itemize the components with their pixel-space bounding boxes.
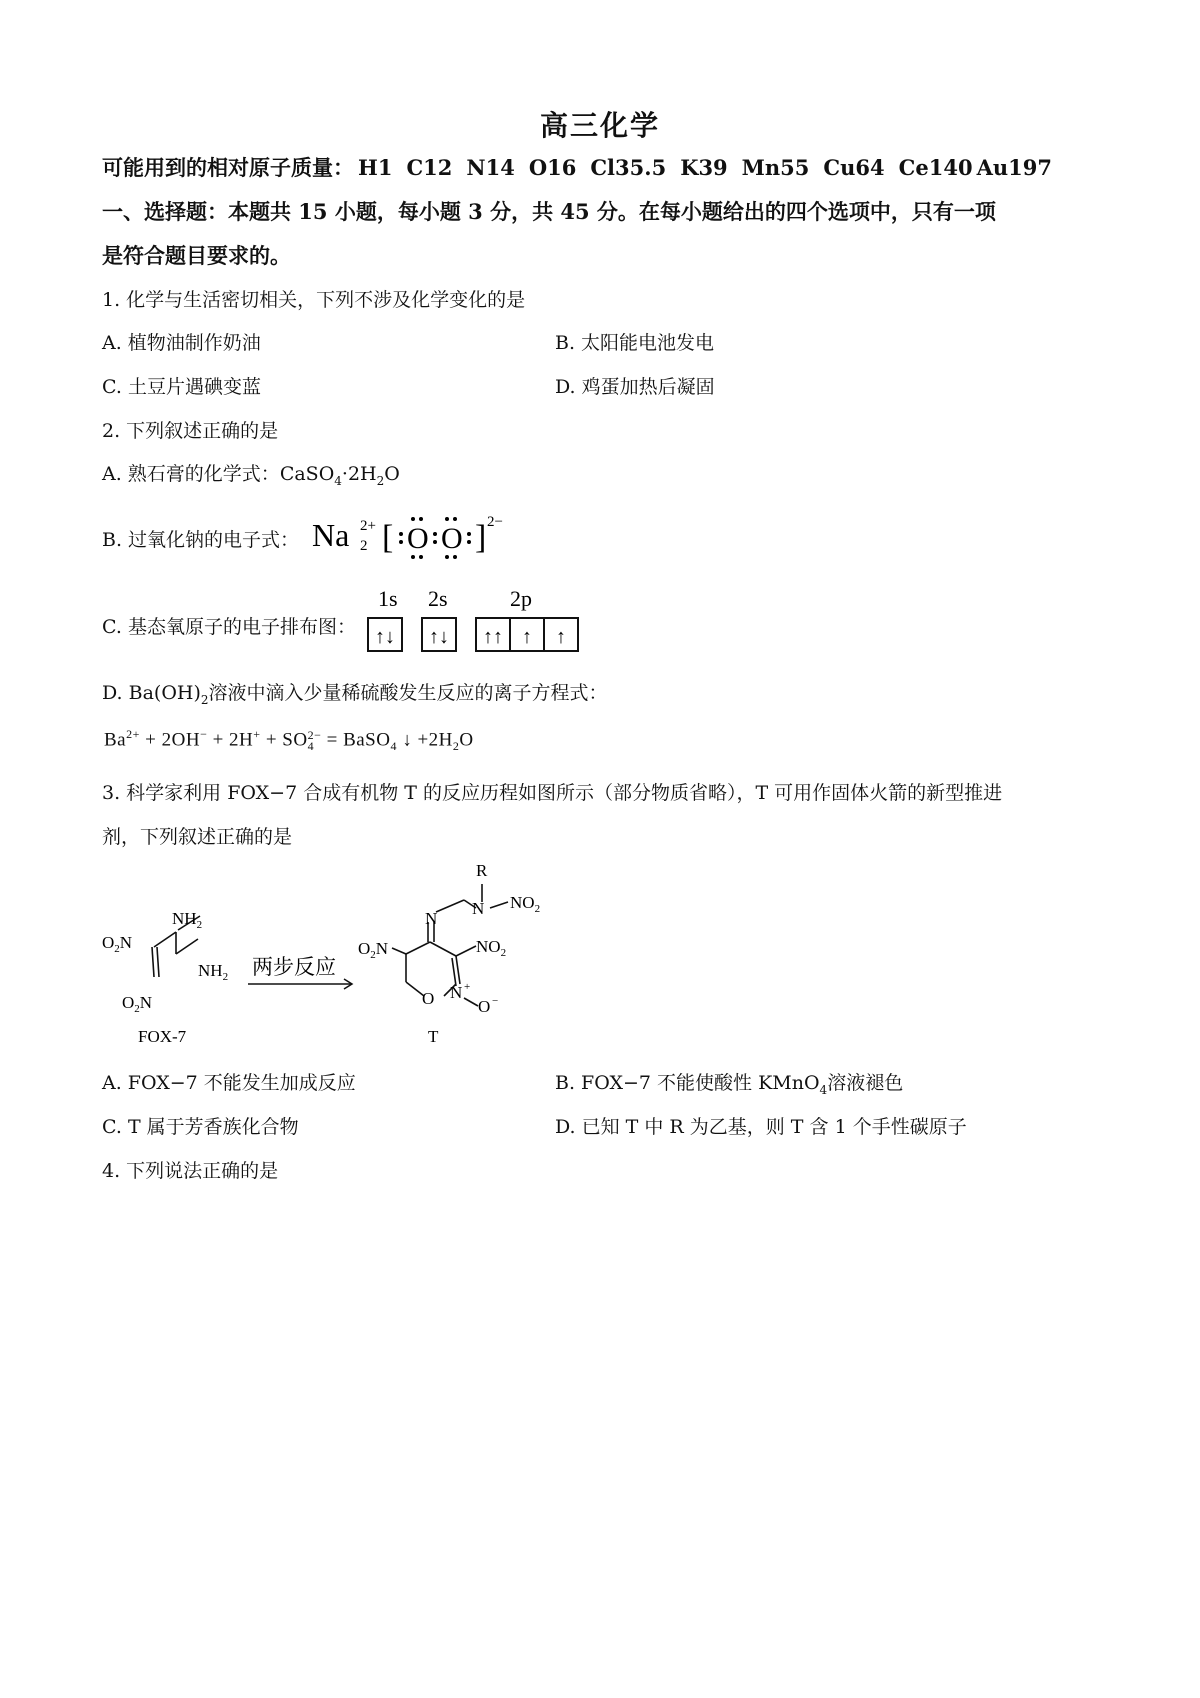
fox7-nh2-top: $NH_2$ <box>172 909 203 931</box>
masses-label: 可能用到的相对原子质量： <box>102 155 354 180</box>
t-ring-o: O <box>422 989 435 1008</box>
q2-a-formula: CaSO <box>279 463 335 485</box>
reaction-scheme <box>100 862 560 1052</box>
q2-a-end: O <box>384 463 400 485</box>
q3-option-b <box>555 1068 903 1097</box>
oxygen-1: O <box>407 522 429 555</box>
q2-option-c-label: C. 基态氧原子的电子排布图： <box>102 616 356 638</box>
fox7-nh2-right: $NH_2$ <box>198 961 229 983</box>
q3-option-a: A. FOX−7 不能发生加成反应 <box>102 1072 356 1094</box>
eq-sup: 2+ <box>126 727 140 741</box>
t-n-plus: + <box>464 981 471 993</box>
mass-item: C12 <box>406 155 453 180</box>
q2-a-sub: 4 <box>334 473 342 488</box>
q2-a-sub: 2 <box>376 473 385 488</box>
t-no2-top: $NO_2$ <box>510 893 541 915</box>
bracket-left: [ <box>382 519 394 556</box>
question-3-stem-line1: 3. 科学家利用 FOX−7 合成有机物 T 的反应历程如图所示（部分物质省略），T 可用作固体火箭的新型推进 <box>102 782 1003 804</box>
mass-item: K39 <box>680 155 728 180</box>
section-heading-line1: 一、选择题：本题共 15 小题，每小题 3 分，共 45 分。在每小题给出的四个选项中，只有一项 <box>102 199 996 224</box>
eq-water-end: O <box>459 729 474 751</box>
electron-pair-1s: ↑↓ <box>375 626 395 648</box>
eq-sup: + <box>253 727 261 741</box>
t-r-group: R <box>476 862 488 880</box>
orbital-label-2p: 2p <box>510 586 532 611</box>
fox7-no2-bottom: $O_2N$ <box>122 993 153 1015</box>
eq-so: + SO <box>260 729 308 751</box>
mass-item: Cl35.5 <box>590 155 667 180</box>
sodium-peroxide-electron-formula <box>310 506 520 562</box>
question-2-stem: 2. 下列叙述正确的是 <box>102 420 279 442</box>
eq-water: +2H <box>417 729 453 751</box>
q2-option-a <box>102 459 400 488</box>
electron-pair-2s: ↑↓ <box>429 626 449 648</box>
q3-b-sub: 4 <box>819 1082 828 1097</box>
eq-oh: + 2OH <box>139 729 201 751</box>
atomic-masses <box>102 152 1066 182</box>
question-4-stem: 4. 下列说法正确的是 <box>102 1160 279 1182</box>
q2-d-sub: 2 <box>200 692 209 707</box>
t-label: T <box>428 1027 439 1046</box>
electron-2p-2: ↑ <box>522 626 532 648</box>
eq-sup: 2− <box>307 727 322 742</box>
eq-sup: − <box>200 727 208 741</box>
mass-item: Cu64 <box>823 155 885 180</box>
mass-item: Ce140 <box>898 155 973 180</box>
t-o-minus-sign: − <box>492 995 499 1007</box>
q3-option-d: D. 已知 T 中 R 为乙基，则 T 含 1 个手性碳原子 <box>555 1116 967 1138</box>
t-no2-left: $O_2N$ <box>358 939 389 961</box>
ionic-equation <box>104 727 474 754</box>
q1-option-b: B. 太阳能电池发电 <box>555 332 715 354</box>
eq-h: + 2H <box>207 729 254 751</box>
q3-b-end: 溶液褪色 <box>827 1072 904 1094</box>
eq-sub: 2 <box>452 739 460 754</box>
oxygen-2: O <box>441 522 463 555</box>
q3-option-c: C. T 属于芳香族化合物 <box>102 1116 299 1138</box>
q2-option-b-label: B. 过氧化钠的电子式： <box>102 529 300 551</box>
q3-b-pre: B. FOX−7 不能使酸性 KMnO <box>555 1072 820 1094</box>
t-amine-n: N <box>472 899 485 918</box>
mass-item: H1 <box>358 155 393 180</box>
na-count: 2 <box>360 538 368 554</box>
q1-option-c: C. 土豆片遇碘变蓝 <box>102 376 261 398</box>
q2-a-dot: ·2H <box>341 463 377 485</box>
eq-precipitate-arrow: ↓ <box>396 729 418 751</box>
q1-option-d: D. 鸡蛋加热后凝固 <box>555 376 715 398</box>
question-3-stem-line2: 剂，下列叙述正确的是 <box>102 826 293 848</box>
t-no2-right: $NO_2$ <box>476 937 507 959</box>
q2-d-rest: 溶液中滴入少量稀硫酸发生反应的离子方程式： <box>208 682 608 704</box>
page-title: 高三化学 <box>539 109 660 142</box>
section-heading-line2: 是符合题目要求的。 <box>102 243 291 268</box>
mass-item: Mn55 <box>741 155 810 180</box>
eq-sub: 4 <box>390 739 397 754</box>
fox7-no2-left: $O_2N$ <box>102 933 133 955</box>
na-charge: 2+ <box>360 518 376 534</box>
q2-a-prefix: A. 熟石膏的化学式： <box>102 463 280 485</box>
eq-sub: 4 <box>307 738 315 753</box>
q2-d-text: D. Ba(OH) <box>102 682 201 704</box>
fox7-label: FOX-7 <box>138 1027 187 1046</box>
question-1-stem: 1. 化学与生活密切相关，下列不涉及化学变化的是 <box>102 289 526 311</box>
electron-2p-3: ↑ <box>556 626 566 648</box>
eq-baso4: = BaSO <box>321 729 391 751</box>
q1-option-a: A. 植物油制作奶油 <box>102 332 261 354</box>
q2-option-d <box>102 678 608 707</box>
mass-item: N14 <box>466 155 515 180</box>
mass-item: O16 <box>528 155 577 180</box>
t-ring-n: N <box>450 983 463 1002</box>
t-imine-n: N <box>425 909 438 928</box>
t-o-minus: O <box>478 997 491 1016</box>
orbital-label-1s: 1s <box>378 586 398 611</box>
orbital-label-2s: 2s <box>428 586 448 611</box>
eq-ba: Ba <box>104 729 127 751</box>
electron-2p-1: ↑↑ <box>483 626 503 648</box>
bracket-right: ] <box>475 519 487 556</box>
peroxide-charge: 2− <box>487 514 503 530</box>
arrow-label: 两步反应 <box>252 955 336 979</box>
oxygen-orbital-diagram <box>360 582 590 662</box>
na-symbol: Na <box>312 517 350 553</box>
mass-item: Au197 <box>976 155 1052 180</box>
